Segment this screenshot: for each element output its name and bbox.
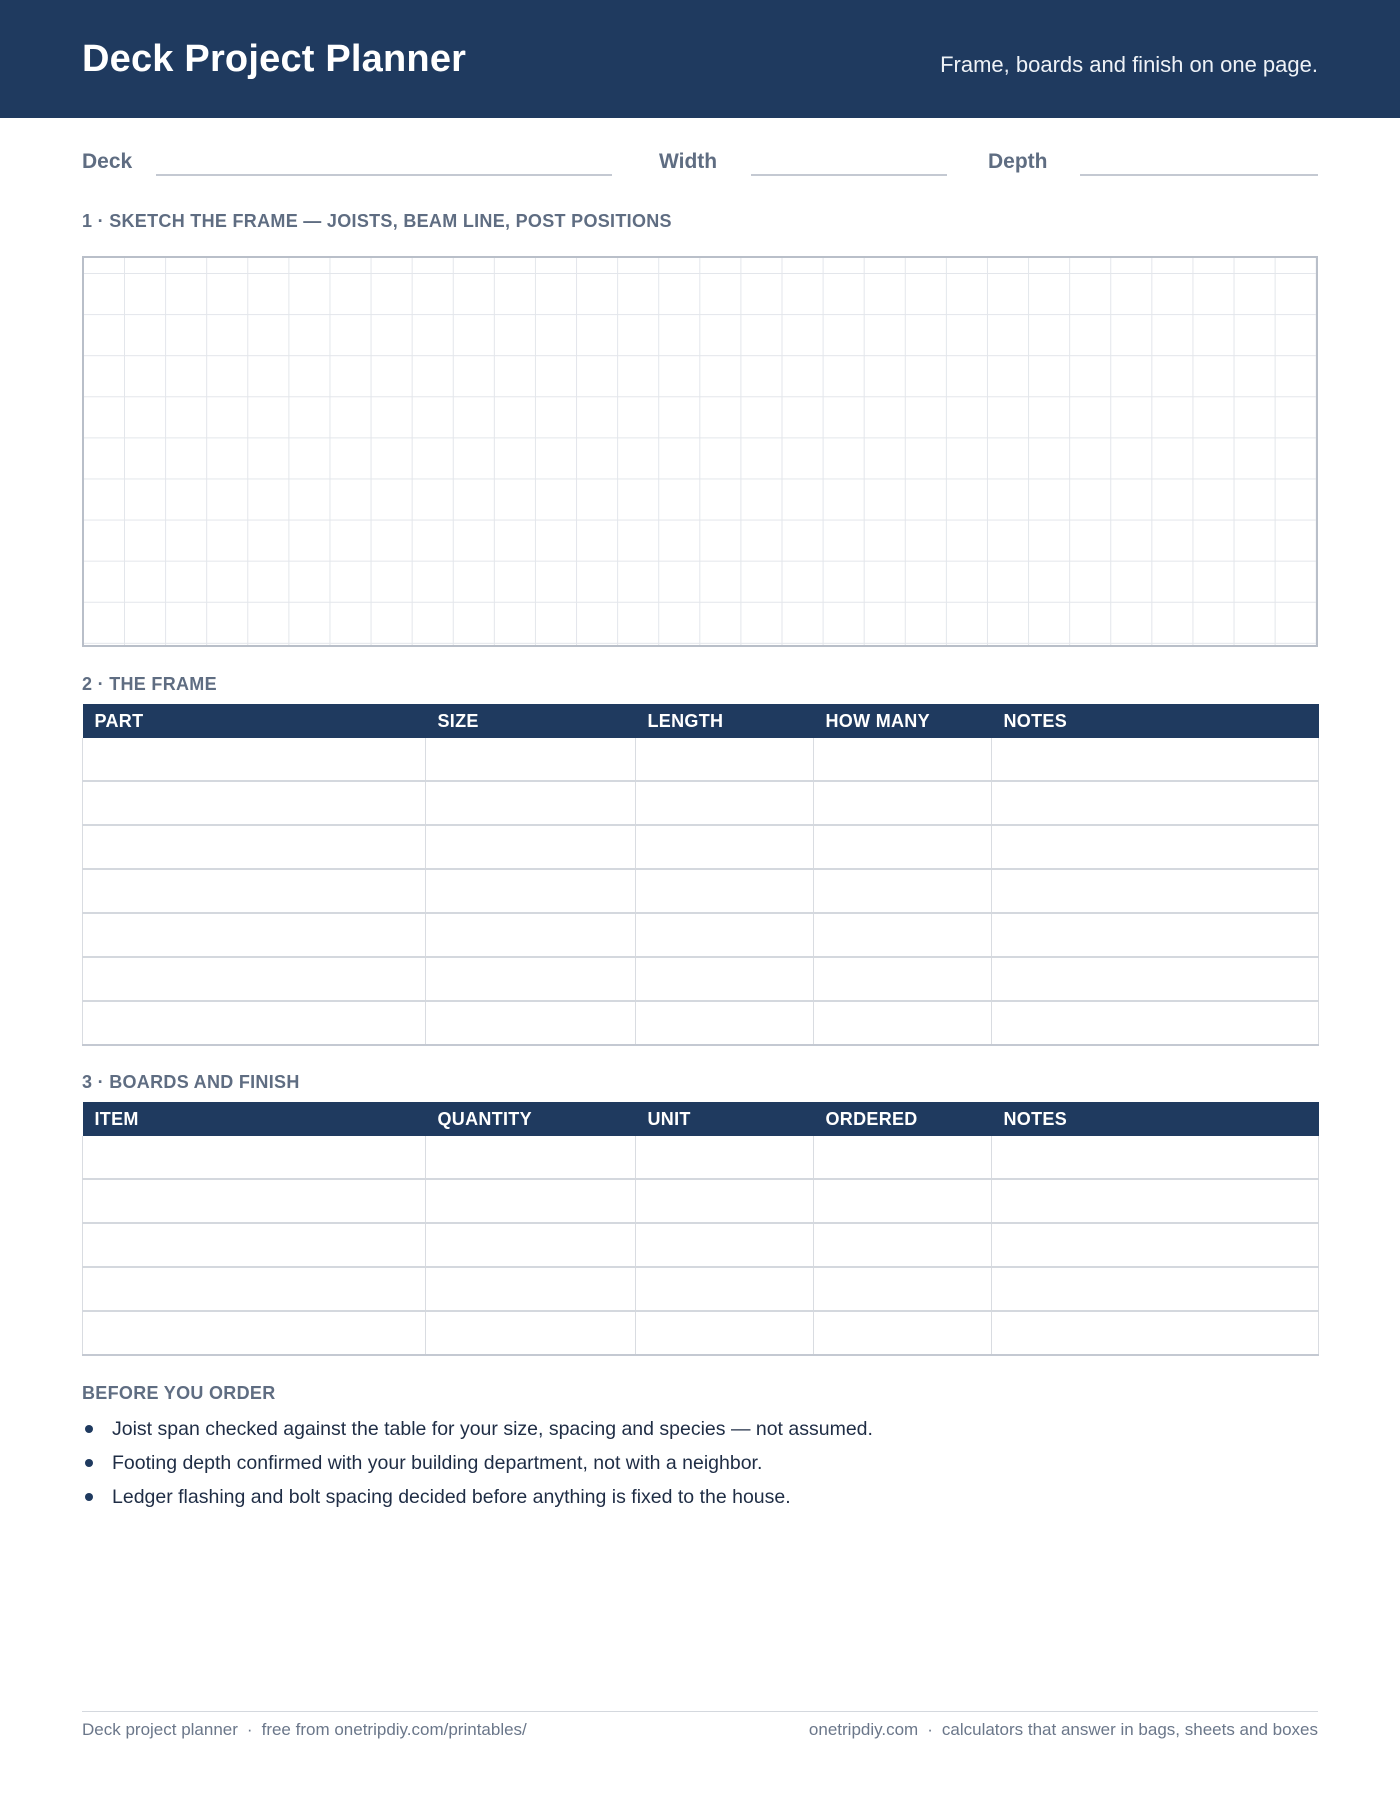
page-header (0, 0, 1400, 118)
frame-cell[interactable] (814, 869, 992, 913)
boards-cell[interactable] (992, 1136, 1319, 1179)
frame-cell[interactable] (636, 869, 814, 913)
boards-cell[interactable] (992, 1311, 1319, 1355)
table-row (83, 1179, 1319, 1223)
boards-cell[interactable] (426, 1267, 636, 1311)
frame-cell[interactable] (83, 957, 426, 1001)
boards-col-unit: UNIT (636, 1102, 814, 1136)
width-label: Width (659, 150, 718, 173)
checklist-item (82, 1480, 1318, 1514)
frame-table (82, 704, 1319, 1046)
footer-site-link[interactable]: onetripdiy.com (808, 1720, 919, 1739)
table-row (83, 1136, 1319, 1179)
table-row (83, 1311, 1319, 1355)
footer-doc-name: Deck project planner (82, 1720, 238, 1739)
footer-separator: · (246, 1720, 253, 1739)
boards-cell[interactable] (83, 1311, 426, 1355)
table-row (83, 781, 1319, 825)
frame-cell[interactable] (83, 1001, 426, 1045)
checklist-item (82, 1412, 1318, 1446)
table-row (83, 869, 1319, 913)
boards-cell[interactable] (83, 1136, 426, 1179)
depth-field[interactable] (1080, 174, 1318, 176)
frame-cell[interactable] (814, 913, 992, 957)
frame-cell[interactable] (992, 869, 1319, 913)
boards-cell[interactable] (814, 1267, 992, 1311)
frame-cell[interactable] (426, 738, 636, 781)
frame-cell[interactable] (636, 825, 814, 869)
depth-label: Depth (988, 150, 1048, 173)
boards-cell[interactable] (83, 1223, 426, 1267)
deck-label: Deck (82, 150, 133, 173)
table-row (83, 1267, 1319, 1311)
frame-col-part: PART (83, 704, 426, 738)
checklist-item-text: Joist span checked against the table for your size, spacing and species — not assumed. (112, 1418, 873, 1440)
frame-cell[interactable] (814, 781, 992, 825)
page-subtitle: Frame, boards and finish on one page. (940, 52, 1318, 77)
boards-cell[interactable] (83, 1267, 426, 1311)
boards-table-header (83, 1102, 1319, 1136)
boards-col-notes: NOTES (992, 1102, 1319, 1136)
frame-cell[interactable] (426, 957, 636, 1001)
checklist-item-text: Ledger flashing and bolt spacing decided before anything is fixed to the house. (112, 1486, 791, 1508)
table-row (83, 1001, 1319, 1045)
boards-col-ordered: ORDERED (814, 1102, 992, 1136)
boards-cell[interactable] (636, 1267, 814, 1311)
boards-col-item: ITEM (83, 1102, 426, 1136)
section-checklist-title: BEFORE YOU ORDER (82, 1383, 276, 1403)
bullet-icon (85, 1425, 93, 1433)
table-row (83, 1223, 1319, 1267)
page-title: Deck Project Planner (82, 38, 467, 80)
boards-cell[interactable] (992, 1223, 1319, 1267)
boards-cell[interactable] (426, 1179, 636, 1223)
frame-cell[interactable] (992, 1001, 1319, 1045)
sketch-grid-area[interactable] (82, 256, 1318, 647)
frame-cell[interactable] (992, 913, 1319, 957)
boards-cell[interactable] (814, 1136, 992, 1179)
section-sketch-title: 1 · SKETCH THE FRAME — JOISTS, BEAM LINE, POST POSITIONS (82, 211, 672, 231)
frame-cell[interactable] (992, 781, 1319, 825)
checklist (82, 1412, 1318, 1514)
frame-cell[interactable] (83, 781, 426, 825)
boards-table (82, 1102, 1319, 1356)
boards-cell[interactable] (814, 1311, 992, 1355)
frame-table-header (83, 704, 1319, 738)
boards-cell[interactable] (992, 1267, 1319, 1311)
frame-col-how-many: HOW MANY (814, 704, 992, 738)
boards-cell[interactable] (814, 1223, 992, 1267)
frame-col-length: LENGTH (636, 704, 814, 738)
frame-cell[interactable] (426, 781, 636, 825)
frame-cell[interactable] (636, 913, 814, 957)
boards-cell[interactable] (426, 1136, 636, 1179)
boards-cell[interactable] (992, 1179, 1319, 1223)
frame-cell[interactable] (636, 1001, 814, 1045)
frame-cell[interactable] (814, 738, 992, 781)
frame-cell[interactable] (426, 1001, 636, 1045)
frame-cell[interactable] (426, 825, 636, 869)
frame-cell[interactable] (636, 957, 814, 1001)
frame-cell[interactable] (814, 1001, 992, 1045)
bullet-icon (85, 1493, 93, 1501)
frame-cell[interactable] (83, 825, 426, 869)
boards-col-quantity: QUANTITY (426, 1102, 636, 1136)
table-row (83, 913, 1319, 957)
width-field[interactable] (751, 174, 947, 176)
boards-table-body (83, 1136, 1319, 1355)
table-row (83, 738, 1319, 781)
project-fields (82, 148, 1318, 182)
bullet-icon (85, 1459, 93, 1467)
frame-cell[interactable] (83, 738, 426, 781)
frame-cell[interactable] (426, 913, 636, 957)
frame-cell[interactable] (814, 825, 992, 869)
frame-table-body (83, 738, 1319, 1045)
boards-cell[interactable] (636, 1179, 814, 1223)
frame-cell[interactable] (636, 738, 814, 781)
boards-cell[interactable] (636, 1223, 814, 1267)
checklist-item (82, 1446, 1318, 1480)
footer-separator: · (927, 1720, 933, 1739)
table-row (83, 957, 1319, 1001)
frame-cell[interactable] (992, 738, 1319, 781)
checklist-item-text: Footing depth confirmed with your building department, not with a neighbor. (112, 1452, 763, 1474)
section-frame-title: 2 · THE FRAME (82, 674, 217, 694)
boards-cell[interactable] (636, 1136, 814, 1179)
frame-cell[interactable] (636, 781, 814, 825)
footer-tagline: calculators that answer in bags, sheets and boxes (941, 1720, 1318, 1739)
frame-cell[interactable] (426, 869, 636, 913)
frame-cell[interactable] (83, 869, 426, 913)
boards-cell[interactable] (636, 1311, 814, 1355)
frame-cell[interactable] (992, 825, 1319, 869)
frame-col-notes: NOTES (992, 704, 1319, 738)
frame-col-size: SIZE (426, 704, 636, 738)
section-boards-title: 3 · BOARDS AND FINISH (82, 1072, 300, 1092)
footer-right (809, 1720, 1318, 1740)
footer-source-link[interactable]: free from onetripdiy.com/printables/ (261, 1720, 527, 1739)
table-row (83, 825, 1319, 869)
footer-left (82, 1720, 527, 1740)
deck-field[interactable] (156, 174, 612, 176)
frame-cell[interactable] (83, 913, 426, 957)
frame-cell[interactable] (814, 957, 992, 1001)
boards-cell[interactable] (426, 1311, 636, 1355)
boards-cell[interactable] (83, 1179, 426, 1223)
footer-divider (82, 1711, 1318, 1712)
frame-cell[interactable] (992, 957, 1319, 1001)
boards-cell[interactable] (814, 1179, 992, 1223)
boards-cell[interactable] (426, 1223, 636, 1267)
